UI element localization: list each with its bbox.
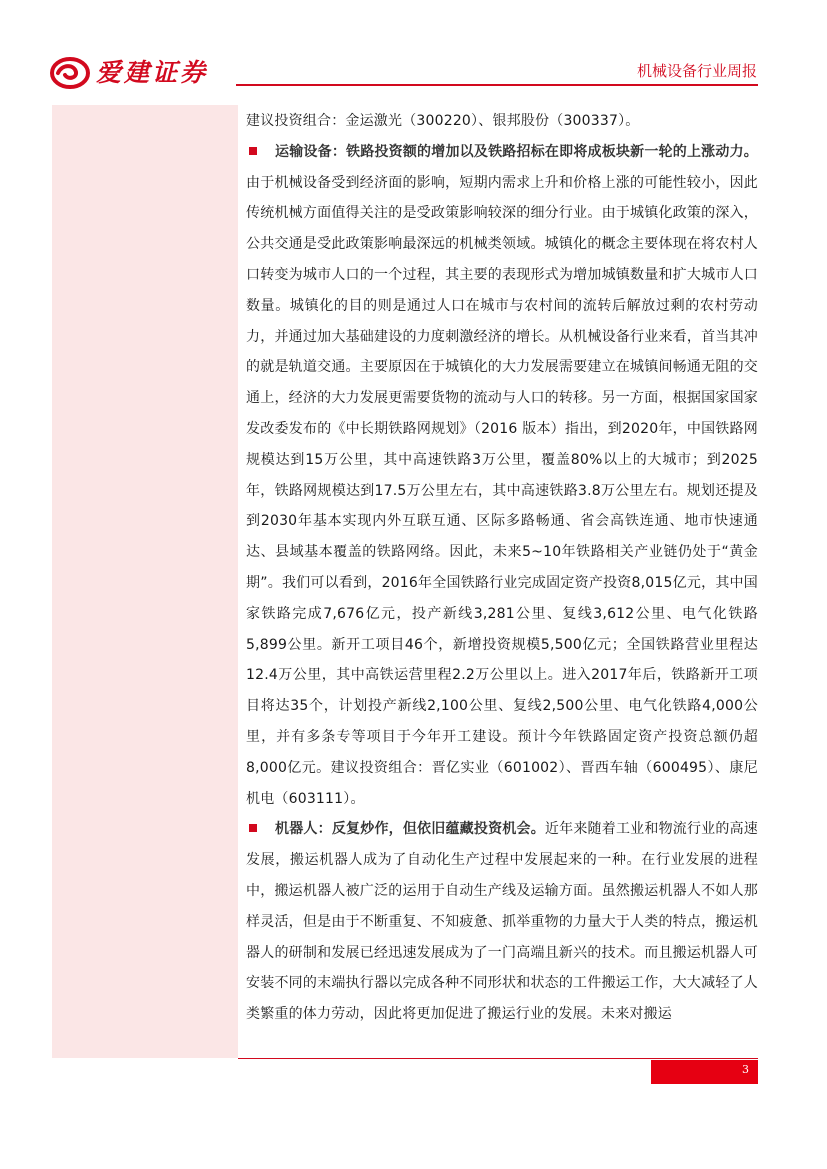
header-divider <box>236 84 758 86</box>
paragraph-robots <box>246 814 758 1030</box>
company-logo-icon <box>50 56 90 90</box>
report-body <box>246 106 758 1030</box>
paragraph-transport <box>246 137 758 815</box>
page-number: 3 <box>651 1060 758 1084</box>
section-body-robots: 近年来随着工业和物流行业的高速发展，搬运机器人成为了自动化生产过程中发展起来的一种。在行业发展的进程中，搬运机器人被广泛的运用于自动生产线及运输方面。虽然搬运机器人不如人那样灵活，但是由于不断重复、不知疲惫、抓举重物的力量大于人类的特点，搬运机器人的研制和发展已经迅速发展成为了一门高端且新兴的技术。而且搬运机器人可安装不同的末端执行器以完成各种不同形状和状态的工件搬运工作，大大减轻了人类繁重的体力劳动，因此将更加促进了搬运行业的发展。未来对搬运 <box>246 821 758 1023</box>
sidebar-panel <box>52 105 238 1058</box>
footer-divider <box>238 1058 758 1059</box>
paragraph-portfolio: 建议投资组合：金运激光（300220）、银邦股份（300337）。 <box>246 113 640 129</box>
bullet-square-icon <box>249 147 257 155</box>
logo-text: 爱建证券 <box>96 58 209 87</box>
section-heading-transport: 运输设备：铁路投资额的增加以及铁路招标在即将成板块新一轮的上涨动力。 <box>275 143 758 160</box>
logo <box>50 56 208 90</box>
section-heading-robots: 机器人：反复炒作，但依旧蕴藏投资机会。 <box>275 821 545 838</box>
bullet-square-icon <box>249 824 257 832</box>
report-title: 机械设备行业周报 <box>636 62 757 80</box>
section-body-transport: 由于机械设备受到经济面的影响，短期内需求上升和价格上涨的可能性较小，因此传统机械方面值得关注的是受政策影响较深的细分行业。由于城镇化政策的深入，公共交通是受此政策影响最深远的机械类领域。城镇化的概念主要体现在将农村人口转变为城市人口的一个过程，其主要的表现形式为增加城镇数量和扩大城市人口数量。城镇化的目的则是通过人口在城市与农村间的流转后解放过剩的农村劳动力，并通过加大基础建设的力度刺激经济的增长。从机械设备行业来看，首当其冲的就是轨道交通。主要原因在于城镇化的大力发展需要建立在城镇间畅通无阻的交通上，经济的大力发展更需要货物的流动与人口的转移。另一方面，根据国家国家发改委发布的《中长期铁路网规划》（2016 版本）指出，到2020年，中国铁路网规模达到15万公里，其中高速铁路3万公里，覆盖80%以上的大城市；到2025年，铁路网规模达到17.5万公里左右，其中高速铁路3.8万公里左右。规划还提及到2030年基本实现内外互联互通、区际多路畅通、省会高铁连通、地市快速通达、县域基本覆盖的铁路网络。因此，未来5~10年铁路相关产业链仍处于“黄金期”。我们可以看到，2016年全国铁路行业完成固定资产投资8,015亿元，其中国家铁路完成7,676亿元，投产新线3,281公里、复线3,612公里、电气化铁路5,899公里。新开工项目46个，新增投资规模5,500亿元；全国铁路营业里程达12.4万公里，其中高铁运营里程2.2万公里以上。进入2017年后，铁路新开工项目将达35个，计划投产新线2,100公里、复线2,500公里、电气化铁路4,000公里，并有多条专等项目于今年开工建设。预计今年铁路固定资产投资总额仍超8,000亿元。建议投资组合：晋亿实业（601002）、晋西车轴（600495）、康尼机电（603111）。 <box>246 174 758 807</box>
